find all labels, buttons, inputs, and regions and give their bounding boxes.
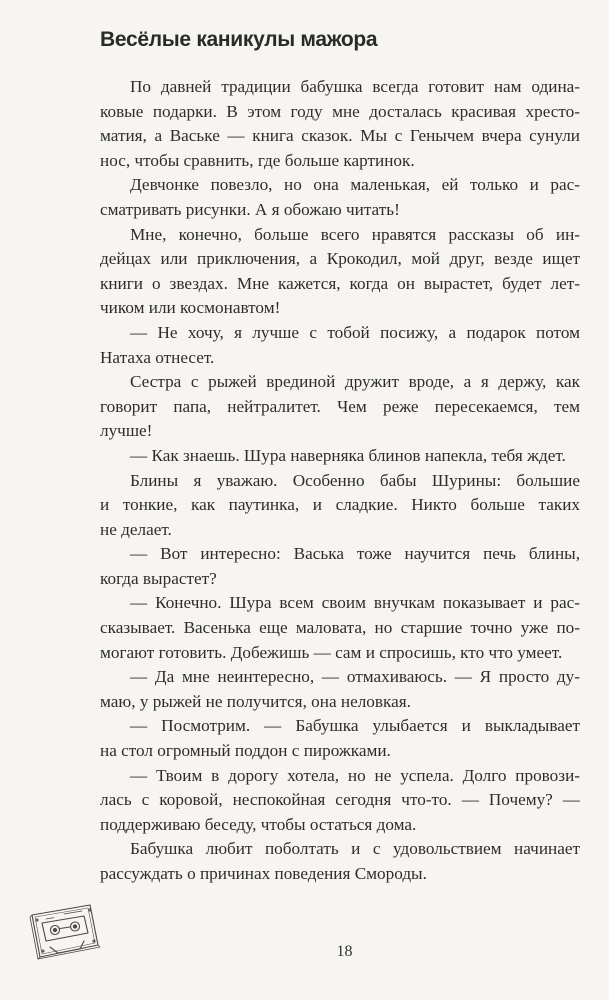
text-line: Бабушка любит поболтать и с удовольствием начинает [130, 839, 580, 859]
text-line: на стол огромный поддон с пирожками. [100, 741, 391, 761]
text-line: поддерживаю беседу, чтобы остаться дома. [100, 814, 417, 834]
text-line: Мне, конечно, больше всего нравятся рассказы об ин- [130, 224, 580, 244]
text-line: говорит папа, нейтралитет. Чем реже пересекаемся, тем [100, 396, 580, 416]
body-text [100, 75, 580, 887]
text-line: По давней традиции бабушка всегда готовит нам одина- [130, 77, 580, 96]
text-line: не делает. [100, 519, 172, 539]
text-line: — Твоим в дорогу хотела, но не успела. Долго провози- [130, 765, 580, 785]
text-line: рассуждать о причинах поведения Смороды. [100, 864, 427, 883]
text-line: — Посмотрим. — Бабушка улыбается и выкладывает [130, 716, 580, 736]
text-line: и тонкие, как паутинка, и сладкие. Никто больше таких [100, 495, 580, 515]
text-line: Сестра с рыжей врединой дружит вроде, а я держу, как [130, 372, 580, 392]
text-line: лась с коровой, неспокойная сегодня что-то. — Почему? — [100, 790, 580, 810]
text-line: чиком или космонавтом! [100, 298, 281, 318]
text-line: — Конечно. Шура всем своим внучкам показывает и рас- [130, 593, 580, 613]
text-line: нос, чтобы сравнить, где больше картинок. [100, 150, 415, 170]
text-line: — Вот интересно: Васька тоже научится печь блины, [130, 544, 580, 564]
text-line: когда вырастет? [100, 568, 217, 588]
text-line: матия, а Ваське — книга сказок. Мы с Генычем вчера сунули [100, 126, 580, 146]
text-line: — Как знаешь. Шура наверняка блинов напекла, тебя ждет. [130, 445, 566, 465]
text-line: маю, у рыжей не получится, она неловкая. [100, 691, 411, 711]
text-line: Натаха отнесет. [100, 347, 215, 367]
page-number: 18 [336, 943, 353, 960]
text-line: — Да мне неинтересно, — отмахиваюсь. — Я просто ду- [130, 667, 580, 687]
text-line: дейцах или приключения, а Крокодил, мой друг, везде ищет [100, 249, 580, 269]
text-line: могают готовить. Добежишь — сам и спросишь, кто что умеет. [100, 642, 563, 662]
text-line: сматривать рисунки. А я обожаю читать! [100, 199, 400, 219]
text-line: Девчонке повезло, но она маленькая, ей только и рас- [130, 175, 580, 195]
text-line: лучше! [100, 421, 153, 441]
text-line: — Не хочу, я лучше с тобой посижу, а подарок потом [130, 322, 580, 342]
running-header-title: Весёлые каникулы мажора [100, 28, 378, 51]
text-line: книги о звездах. Мне кажется, когда он вырастет, будет лет- [100, 273, 580, 293]
text-line: Блины я уважаю. Особенно бабы Шурины: большие [130, 470, 580, 490]
text-line: ковые подарки. В этом году мне досталась красивая хресто- [100, 101, 580, 121]
text-line: сказывает. Васенька еще маловата, но старшие точно уже по- [100, 618, 580, 638]
